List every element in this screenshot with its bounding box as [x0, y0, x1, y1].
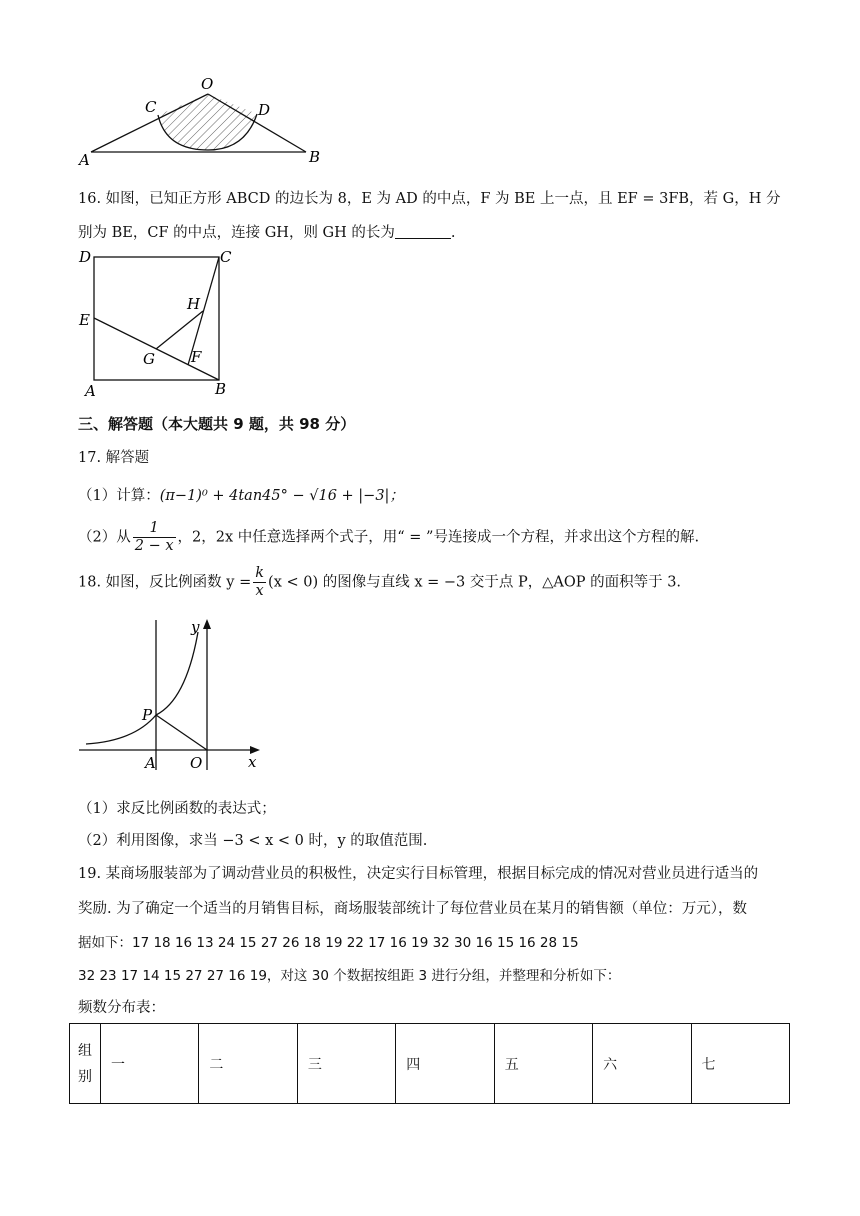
q16-line2-text: 别为 BE，CF 的中点，连接 GH，则 GH 的长为 — [78, 225, 395, 241]
q17-fraction-numerator: 1 — [133, 520, 176, 538]
q17-fraction-denominator: 2 − x — [134, 538, 174, 554]
table-row — [70, 1024, 790, 1104]
label-c: C — [220, 248, 232, 266]
q18-fraction-denominator: x — [255, 583, 264, 599]
table-caption: 频数分布表： — [78, 1000, 165, 1016]
q16-line2 — [78, 221, 456, 242]
label-p: P — [142, 706, 153, 724]
y-axis-arrow — [203, 619, 211, 629]
label-o: O — [190, 754, 203, 772]
table-header-cell: 组别 — [70, 1024, 101, 1104]
segment-gh — [156, 311, 203, 349]
section-title: 三、解答题（本大题共 9 题，共 98 分） — [78, 415, 356, 433]
q18-pre: 18. 如图，反比例函数 y = — [78, 574, 252, 591]
table-cell-group: 一 — [101, 1024, 199, 1104]
label-a: A — [145, 754, 156, 772]
label-c: C — [145, 98, 157, 116]
q17-part2-prefix: （2）从 — [78, 529, 131, 546]
q19-line2: 奖励. 为了确定一个适当的月销售目标，商场服装部统计了每位营业员在某月的销售额（单位：万元），数 — [78, 901, 747, 917]
label-g: G — [143, 350, 155, 368]
label-a: A — [79, 151, 90, 168]
label-e: E — [79, 311, 90, 329]
table-cell-group: 二 — [199, 1024, 297, 1104]
figure-q16-square — [74, 244, 244, 402]
label-y: y — [191, 618, 200, 636]
q19-line3: 据如下：17 18 16 13 24 15 27 26 18 19 22 17 16 19 32 30 16 15 16 28 15 — [78, 935, 579, 951]
segment-po — [156, 715, 207, 750]
table-cell-group: 六 — [593, 1024, 691, 1104]
q17-fraction — [133, 520, 176, 555]
q16-line1: 16. 如图，已知正方形 ABCD 的边长为 8，E 为 AD 的中点，F 为 BE 上一点，且 EF = 3FB，若 G，H 分 — [78, 191, 781, 207]
label-f: F — [191, 348, 202, 366]
q17-part2 — [78, 520, 699, 555]
q18-fraction-numerator: k — [255, 565, 265, 581]
figure-q18-graph — [74, 612, 274, 774]
q19-line1: 19. 某商场服装部为了调动营业员的积极性，决定实行目标管理，根据目标完成的情况对营业员进行适当的 — [78, 866, 759, 882]
label-o: O — [201, 75, 214, 93]
figure-q15-triangle-sector — [70, 72, 340, 168]
frequency-table — [69, 1023, 790, 1104]
answer-blank — [395, 224, 451, 239]
label-d: D — [258, 101, 271, 119]
label-h: H — [187, 295, 201, 313]
label-x: x — [248, 753, 257, 771]
q18-post: (x < 0) 的图像与直线 x = −3 交于点 P，△AOP 的面积等于 3. — [268, 574, 682, 591]
q19-line4: 32 23 17 14 15 27 27 16 19，对这 30 个数据按组距 3 进行分组，并整理和分析如下： — [78, 968, 621, 984]
q18-part2: （2）利用图像，求当 −3 < x < 0 时，y 的取值范围. — [78, 833, 428, 849]
shaded-region — [158, 94, 257, 150]
q17-part1-prefix: （1）计算： — [78, 488, 160, 504]
q17-part1 — [78, 484, 404, 505]
table-cell-group: 四 — [396, 1024, 494, 1104]
q17-part2-suffix: ，2，2x 中任意选择两个式子，用“ = ”号连接成一个方程，并求出这个方程的解. — [177, 529, 700, 546]
q18-part1: （1）求反比例函数的表达式； — [78, 801, 276, 817]
label-b: B — [309, 148, 321, 166]
q18-fraction — [253, 565, 266, 600]
label-a: A — [85, 382, 96, 400]
label-b: B — [215, 380, 227, 398]
q16-line2-end: . — [450, 225, 456, 241]
table-cell-group: 七 — [691, 1024, 789, 1104]
q17-title: 17. 解答题 — [78, 450, 150, 466]
q18-statement — [78, 565, 681, 600]
hyperbola-curve — [86, 632, 198, 744]
table-cell-group: 五 — [494, 1024, 592, 1104]
table-cell-group: 三 — [297, 1024, 395, 1104]
label-d: D — [79, 248, 92, 266]
q17-part1-expression: (π−1)⁰ + 4tan45° − √16 + |−3|； — [159, 488, 404, 504]
